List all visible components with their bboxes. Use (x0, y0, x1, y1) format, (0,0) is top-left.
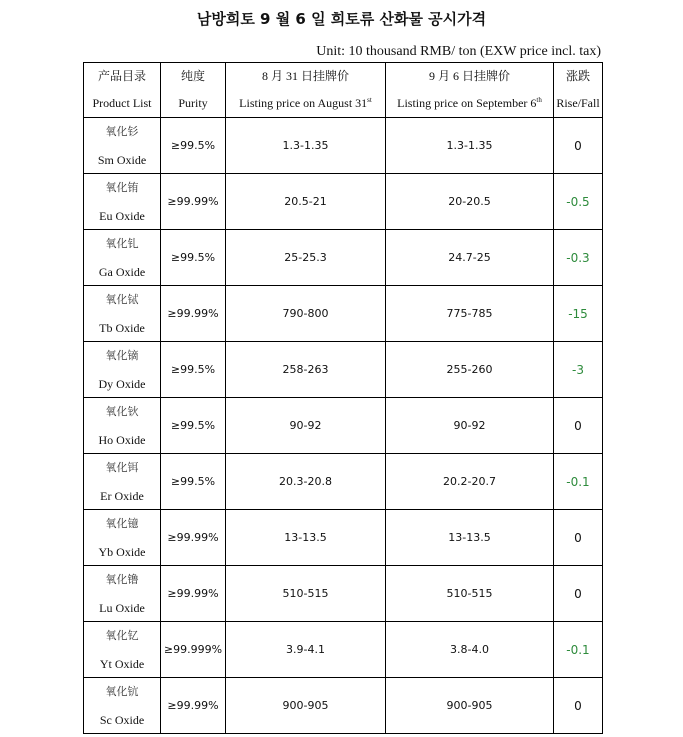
table-row (84, 118, 603, 174)
table-row (84, 286, 603, 342)
product-name-cn: 氧化钪 (105, 684, 139, 698)
sep-price-cell: 255-260 (386, 342, 554, 398)
header-change-en: Rise/Fall (556, 96, 600, 110)
aug-price-cell: 13-13.5 (226, 510, 386, 566)
product-name-cn: 氧化铽 (105, 292, 139, 306)
change-cell: 0 (554, 510, 603, 566)
change-cell: -0.5 (554, 174, 603, 230)
product-name-en: Yt Oxide (99, 656, 145, 671)
table-row (84, 510, 603, 566)
product-name-cn: 氧化铕 (105, 180, 139, 194)
product-cell (84, 398, 161, 454)
sep-price-cell: 20-20.5 (386, 174, 554, 230)
product-name-en: Eu Oxide (99, 208, 145, 223)
table-row (84, 678, 603, 734)
purity-cell: ≥99.99% (161, 678, 226, 734)
product-name-cn: 氧化镝 (105, 348, 139, 362)
change-cell: 0 (554, 398, 603, 454)
aug-price-cell: 258-263 (226, 342, 386, 398)
aug-price-cell: 790-800 (226, 286, 386, 342)
header-change (554, 63, 603, 118)
purity-cell: ≥99.5% (161, 398, 226, 454)
sep-price-cell: 900-905 (386, 678, 554, 734)
sep-price-cell: 20.2-20.7 (386, 454, 554, 510)
product-name-en: Er Oxide (100, 488, 144, 503)
change-cell: -0.1 (554, 622, 603, 678)
product-cell (84, 566, 161, 622)
product-cell (84, 342, 161, 398)
change-cell: 0 (554, 566, 603, 622)
table-row (84, 174, 603, 230)
product-name-en: Yb Oxide (98, 544, 146, 559)
header-aug-sup: st (367, 96, 372, 104)
product-name-en: Sc Oxide (99, 712, 145, 727)
table-row (84, 454, 603, 510)
purity-cell: ≥99.5% (161, 230, 226, 286)
change-cell: -0.3 (554, 230, 603, 286)
change-cell: -0.1 (554, 454, 603, 510)
product-name-cn: 氧化镱 (105, 516, 139, 530)
page-title: 남방희토 9 월 6 일 희토류 산화물 공시가격 (196, 10, 487, 28)
header-product (84, 63, 161, 118)
header-sep-cn: 9 月 6 日挂牌价 (428, 69, 510, 83)
product-cell (84, 118, 161, 174)
product-cell (84, 678, 161, 734)
header-purity-cn: 纯度 (180, 69, 205, 83)
sep-price-cell: 13-13.5 (386, 510, 554, 566)
product-cell (84, 454, 161, 510)
header-row (84, 63, 603, 118)
header-purity-en: Purity (178, 96, 208, 110)
unit-note: Unit: 10 thousand RMB/ ton (EXW price incl. tax) (316, 44, 601, 59)
product-name-en: Lu Oxide (99, 600, 145, 615)
product-name-cn: 氧化钬 (105, 404, 139, 418)
change-cell: -3 (554, 342, 603, 398)
product-name-cn: 氧化铒 (105, 460, 139, 474)
product-cell (84, 510, 161, 566)
product-name-cn: 氧化钐 (105, 124, 139, 138)
product-name-cn: 氧化钇 (105, 628, 139, 642)
header-sep-sup: th (536, 96, 542, 104)
table-row (84, 622, 603, 678)
header-aug-price (226, 63, 386, 118)
product-cell (84, 174, 161, 230)
product-name-cn: 氧化钆 (105, 236, 139, 250)
aug-price-cell: 90-92 (226, 398, 386, 454)
header-aug-en: Listing price on August 31 (239, 96, 368, 110)
purity-cell: ≥99.5% (161, 118, 226, 174)
product-cell (84, 286, 161, 342)
aug-price-cell: 3.9-4.1 (226, 622, 386, 678)
header-purity (161, 63, 226, 118)
purity-cell: ≥99.5% (161, 342, 226, 398)
purity-cell: ≥99.99% (161, 174, 226, 230)
aug-price-cell: 510-515 (226, 566, 386, 622)
product-name-en: Ho Oxide (98, 432, 146, 447)
header-sep-en: Listing price on September 6 (397, 96, 537, 110)
product-name-cn: 氧化镥 (105, 572, 139, 586)
sep-price-cell: 90-92 (386, 398, 554, 454)
table-row (84, 398, 603, 454)
product-name-en: Tb Oxide (99, 320, 145, 335)
change-cell: 0 (554, 118, 603, 174)
purity-cell: ≥99.99% (161, 510, 226, 566)
product-name-en: Dy Oxide (98, 376, 146, 391)
product-name-en: Sm Oxide (97, 152, 147, 167)
header-change-cn: 涨跌 (565, 69, 590, 83)
sep-price-cell: 1.3-1.35 (386, 118, 554, 174)
aug-price-cell: 20.5-21 (226, 174, 386, 230)
aug-price-cell: 25-25.3 (226, 230, 386, 286)
table-row (84, 342, 603, 398)
sep-price-cell: 3.8-4.0 (386, 622, 554, 678)
change-cell: 0 (554, 678, 603, 734)
aug-price-cell: 20.3-20.8 (226, 454, 386, 510)
purity-cell: ≥99.99% (161, 286, 226, 342)
header-product-cn: 产品目录 (97, 69, 146, 83)
change-cell: -15 (554, 286, 603, 342)
header-aug-cn: 8 月 31 日挂牌价 (261, 69, 349, 83)
aug-price-cell: 1.3-1.35 (226, 118, 386, 174)
purity-cell: ≥99.5% (161, 454, 226, 510)
header-product-en: Product List (92, 96, 152, 110)
sep-price-cell: 24.7-25 (386, 230, 554, 286)
table-row (84, 566, 603, 622)
price-table (83, 62, 603, 734)
aug-price-cell: 900-905 (226, 678, 386, 734)
sep-price-cell: 775-785 (386, 286, 554, 342)
product-name-en: Ga Oxide (98, 264, 146, 279)
purity-cell: ≥99.99% (161, 566, 226, 622)
purity-cell: ≥99.999% (161, 622, 226, 678)
sep-price-cell: 510-515 (386, 566, 554, 622)
header-sep-price (386, 63, 554, 118)
table-row (84, 230, 603, 286)
product-cell (84, 230, 161, 286)
product-cell (84, 622, 161, 678)
